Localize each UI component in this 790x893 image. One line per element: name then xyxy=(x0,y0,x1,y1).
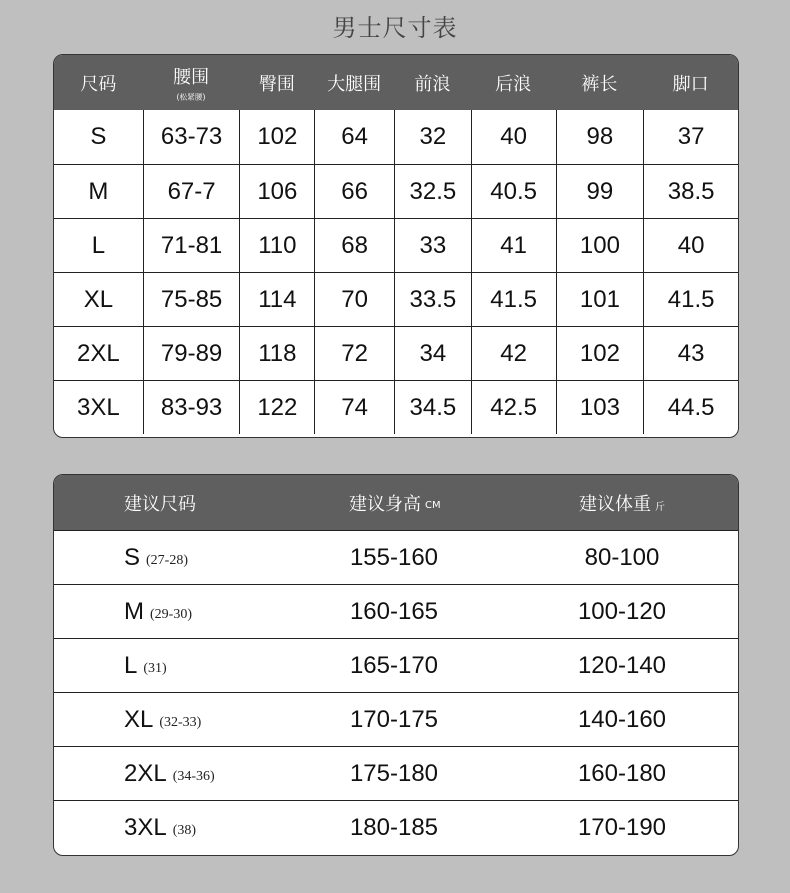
table-cell: 44.5 xyxy=(643,381,738,434)
weight-cell: 160-180 xyxy=(577,759,667,787)
table-cell: 64 xyxy=(314,110,394,164)
table-cell: 41.5 xyxy=(643,273,738,326)
table-row xyxy=(54,380,738,434)
table-cell: S xyxy=(90,123,107,150)
header-cell-leg-opening: 脚口 xyxy=(672,73,709,95)
size-cell: XL (32-33) xyxy=(124,705,202,733)
table-cell: 32.5 xyxy=(394,165,471,218)
table-cell: 101 xyxy=(556,273,644,326)
header-cell-back-rise: 后浪 xyxy=(495,73,532,95)
weight-cell: 80-100 xyxy=(584,543,660,571)
table-cell: 102 xyxy=(556,327,644,380)
table-cell: 79-89 xyxy=(143,327,240,380)
page-title: 男士尺寸表 xyxy=(332,14,458,42)
table-cell: 102 xyxy=(239,110,314,164)
table-cell: 74 xyxy=(314,381,394,434)
table-cell: 37 xyxy=(643,110,738,164)
table-cell: 100 xyxy=(556,219,644,272)
table-cell: 40 xyxy=(471,110,556,164)
table-row xyxy=(54,218,738,272)
table-cell: 72 xyxy=(314,327,394,380)
table-cell: 70 xyxy=(314,273,394,326)
table-cell: 42.5 xyxy=(471,381,556,434)
table-row xyxy=(54,326,738,380)
header-cell-recommended-height: 建议身高 CM xyxy=(349,493,441,515)
recommendation-table xyxy=(53,474,739,856)
size-chart-body xyxy=(54,110,738,434)
height-cell: 170-175 xyxy=(349,705,439,733)
table-cell: 71-81 xyxy=(143,219,240,272)
waist-range: (31) xyxy=(143,660,167,676)
table-cell: 38.5 xyxy=(643,165,738,218)
table-cell: 118 xyxy=(239,327,314,380)
table-cell: 40.5 xyxy=(471,165,556,218)
table-cell: 41 xyxy=(471,219,556,272)
table-cell: 34.5 xyxy=(394,381,471,434)
table-row xyxy=(54,584,738,638)
height-cell: 160-165 xyxy=(349,597,439,625)
table-cell: 3XL xyxy=(77,393,120,421)
table-cell: 83-93 xyxy=(143,381,240,434)
table-cell: 99 xyxy=(556,165,644,218)
table-cell: 33 xyxy=(394,219,471,272)
table-cell: 34 xyxy=(394,327,471,380)
table-row xyxy=(54,164,738,218)
header-cell-size: 尺码 xyxy=(80,73,117,95)
table-cell: 43 xyxy=(643,327,738,380)
table-cell: XL xyxy=(83,285,114,313)
waist-range: (27-28) xyxy=(146,552,189,568)
table-row xyxy=(54,530,738,584)
weight-cell: 100-120 xyxy=(577,597,667,625)
table-cell: 75-85 xyxy=(143,273,240,326)
table-row xyxy=(54,110,738,164)
table-cell: L xyxy=(91,231,106,259)
table-cell: 68 xyxy=(314,219,394,272)
table-cell: 2XL xyxy=(77,339,120,367)
table-row xyxy=(54,638,738,692)
table-row xyxy=(54,800,738,854)
header-cell-recommended-size: 建议尺码 xyxy=(124,493,196,515)
header-cell-recommended-weight: 建议体重 斤 xyxy=(579,493,665,515)
size-cell: L (31) xyxy=(124,651,167,679)
table-cell: 114 xyxy=(239,273,314,326)
table-cell: 110 xyxy=(239,219,314,272)
size-cell: S (27-28) xyxy=(124,543,189,571)
height-cell: 165-170 xyxy=(349,651,439,679)
table-cell: 106 xyxy=(239,165,314,218)
waist-range: (29-30) xyxy=(150,606,192,622)
waist-range: (34-36) xyxy=(172,768,215,784)
size-cell: 2XL (34-36) xyxy=(124,759,215,787)
table-cell: 66 xyxy=(314,165,394,218)
header-cell-thigh: 大腿围 xyxy=(327,73,382,95)
waist-range: (38) xyxy=(172,822,197,838)
table-cell: 41.5 xyxy=(471,273,556,326)
table-row xyxy=(54,746,738,800)
table-row xyxy=(54,692,738,746)
table-cell: 33.5 xyxy=(394,273,471,326)
height-cell: 155-160 xyxy=(349,543,439,571)
header-cell-front-rise: 前浪 xyxy=(414,73,451,95)
weight-cell: 120-140 xyxy=(577,651,667,679)
weight-unit: 斤 xyxy=(655,502,665,513)
table-row xyxy=(54,272,738,326)
waist-range: (32-33) xyxy=(159,714,202,730)
table-cell: 32 xyxy=(394,110,471,164)
size-chart-table xyxy=(53,54,739,438)
table-cell: 103 xyxy=(556,381,644,434)
table-cell: 40 xyxy=(643,219,738,272)
size-chart-header-row xyxy=(54,55,738,110)
height-cell: 175-180 xyxy=(349,759,439,787)
height-unit: CM xyxy=(425,500,441,511)
header-cell-length: 裤长 xyxy=(581,73,618,95)
header-cell-hip: 臀围 xyxy=(258,73,295,95)
table-cell: 122 xyxy=(239,381,314,434)
weight-cell: 140-160 xyxy=(577,705,667,733)
table-cell: 98 xyxy=(556,110,644,164)
recommendation-header-row xyxy=(54,475,738,530)
height-cell: 180-185 xyxy=(349,813,439,841)
size-cell: M (29-30) xyxy=(124,597,192,625)
table-cell: 42 xyxy=(471,327,556,380)
table-cell: M xyxy=(88,177,109,205)
table-cell: 63-73 xyxy=(143,110,240,164)
table-cell: 67-7 xyxy=(143,165,240,218)
header-cell-waist: 腰围 (松紧腰) xyxy=(173,66,210,102)
size-cell: 3XL (38) xyxy=(124,813,197,841)
header-cell-waist-note: (松紧腰) xyxy=(176,93,206,102)
weight-cell: 170-190 xyxy=(577,813,667,841)
